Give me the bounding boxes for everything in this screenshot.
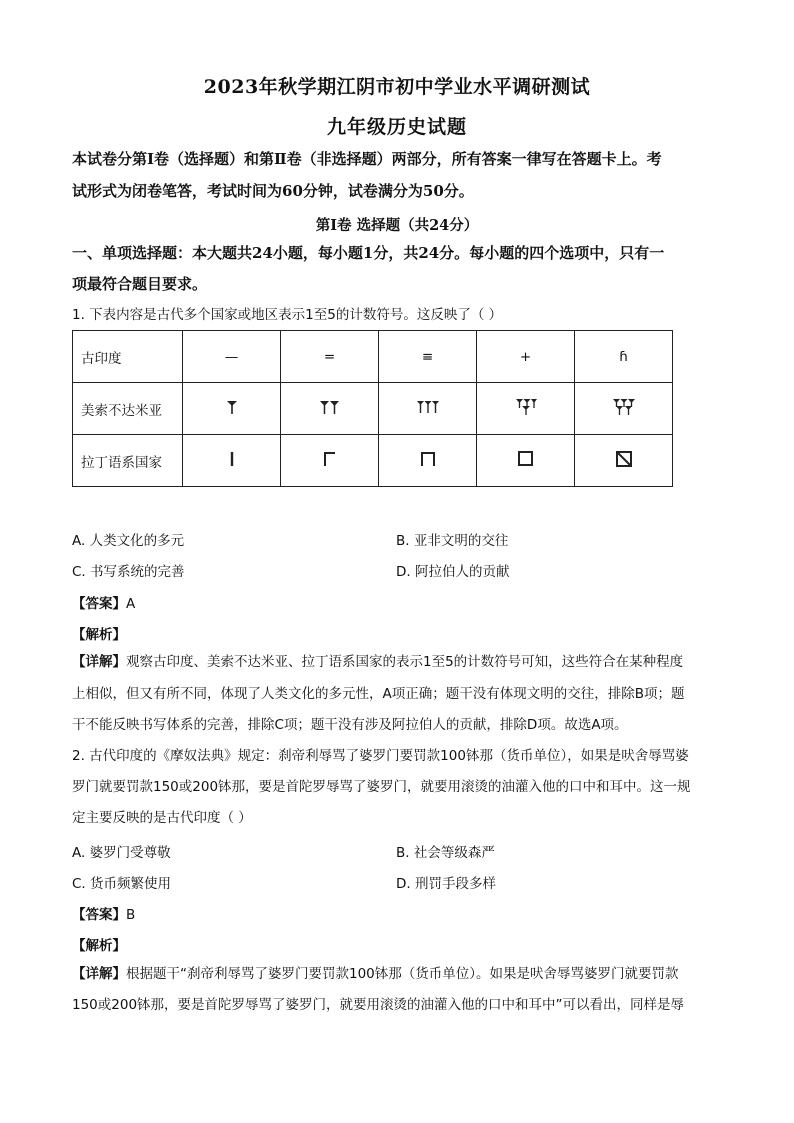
cuneiform-2-icon xyxy=(319,399,341,415)
q2-option-c: C. 货币频繁使用 xyxy=(72,876,172,892)
table-row xyxy=(73,435,673,487)
q1-option-a: A. 人类文化的多元 xyxy=(72,533,185,549)
q1-option-d: D. 阿拉伯人的贡献 xyxy=(396,564,510,580)
intro-line-2: 试形式为闭卷笔答，考试时间为60分钟，试卷满分为50分。 xyxy=(72,182,474,200)
q1-detail-line-2: 上相似，但又有所不同，体现了人类文化的多元性，A项正确；题干没有体现文明的交往，排除B项；题 xyxy=(72,686,685,702)
q1-option-c: C. 书写系统的完善 xyxy=(72,564,185,580)
latin-symbol-cell xyxy=(281,435,379,487)
latin-symbol-cell xyxy=(575,435,673,487)
q2-detail-line-2: 150或200钵那，要是首陀罗辱骂了婆罗门，就要用滚烫的油灌入他的口中和耳中”可以看出，同样是辱 xyxy=(72,997,685,1013)
counting-symbols-table xyxy=(72,330,673,487)
cuneiform-3-icon xyxy=(416,399,440,415)
row-label: 拉丁语系国家 xyxy=(73,435,183,487)
cuneiform-symbol-cell xyxy=(183,383,281,435)
latin-3-icon xyxy=(420,451,436,467)
q1-detail-line-3: 干不能反映书写体系的完善，排除C项；题干没有涉及阿拉伯人的贡献，排除D项。故选A项。 xyxy=(72,717,628,733)
section-instruction-2: 项最符合题目要求。 xyxy=(72,275,208,293)
q2-stem-line-2: 罗门就要罚款150或200钵那，要是首陀罗辱骂了婆罗门，就要用滚烫的油灌入他的口中和耳中。这一规 xyxy=(72,779,691,795)
row-label: 古印度 xyxy=(73,331,183,383)
latin-2-icon xyxy=(323,451,337,467)
section-title: 第Ⅰ卷 选择题（共24分） xyxy=(315,217,479,234)
table-row xyxy=(73,331,673,383)
answer-value: B xyxy=(126,907,136,923)
cuneiform-1-icon xyxy=(225,399,239,415)
answer-label: 【答案】 xyxy=(72,596,126,612)
q2-option-d: D. 刑罚手段多样 xyxy=(396,876,496,892)
answer-label: 【答案】 xyxy=(72,907,126,923)
q2-stem-line-1: 2. 古代印度的《摩奴法典》规定：刹帝利辱骂了婆罗门要罚款100钵那（货币单位），如果是吠舍辱骂婆 xyxy=(72,748,689,764)
q2-option-a: A. 婆罗门受尊敬 xyxy=(72,845,171,861)
detail-label: 【详解】 xyxy=(72,966,126,982)
q1-option-b: B. 亚非文明的交往 xyxy=(396,533,509,549)
q1-answer xyxy=(72,592,135,612)
symbol-cell: — xyxy=(183,331,281,383)
symbol-cell: ɦ xyxy=(575,331,673,383)
latin-5-icon xyxy=(615,450,633,468)
detail-label: 【详解】 xyxy=(72,654,126,670)
table-row xyxy=(73,383,673,435)
symbol-cell: = xyxy=(281,331,379,383)
intro-line-1: 本试卷分第Ⅰ卷（选择题）和第Ⅱ卷（非选择题）两部分，所有答案一律写在答题卡上。考 xyxy=(72,150,662,168)
exam-title: 2023年秋学期江阴市初中学业水平调研测试 xyxy=(203,76,591,98)
q2-analysis-label: 【解析】 xyxy=(72,938,126,954)
answer-value: A xyxy=(126,596,136,612)
q2-stem-line-3: 定主要反映的是古代印度（ ） xyxy=(72,810,252,826)
latin-1-icon xyxy=(227,450,237,468)
q1-stem: 1. 下表内容是古代多个国家或地区表示1至5的计数符号。这反映了（ ） xyxy=(72,307,503,323)
symbol-cell: + xyxy=(477,331,575,383)
exam-subtitle: 九年级历史试题 xyxy=(326,116,467,138)
latin-symbol-cell xyxy=(379,435,477,487)
section-instruction-1: 一、单项选择题：本大题共24小题，每小题1分，共24分。每小题的四个选项中，只有一 xyxy=(72,244,665,262)
cuneiform-symbol-cell xyxy=(575,383,673,435)
latin-symbol-cell xyxy=(183,435,281,487)
cuneiform-symbol-cell xyxy=(379,383,477,435)
q2-option-b: B. 社会等级森严 xyxy=(396,845,495,861)
cuneiform-symbol-cell xyxy=(477,383,575,435)
q1-detail-line-1: 【详解】观察古印度、美索不达米亚、拉丁语系国家的表示1至5的计数符号可知，这些符合在某种程度 xyxy=(72,654,684,670)
cuneiform-4-icon xyxy=(514,398,538,416)
q1-analysis-label: 【解析】 xyxy=(72,627,126,643)
q2-answer xyxy=(72,903,135,923)
latin-symbol-cell xyxy=(477,435,575,487)
cuneiform-5-icon xyxy=(612,398,636,416)
q2-detail-line-1: 【详解】根据题干“刹帝利辱骂了婆罗门要罚款100钵那（货币单位）。如果是吠舍辱骂婆罗门就要罚款 xyxy=(72,966,679,982)
row-label: 美索不达米亚 xyxy=(73,383,183,435)
latin-4-icon xyxy=(517,450,535,468)
cuneiform-symbol-cell xyxy=(281,383,379,435)
symbol-cell: ≡ xyxy=(379,331,477,383)
